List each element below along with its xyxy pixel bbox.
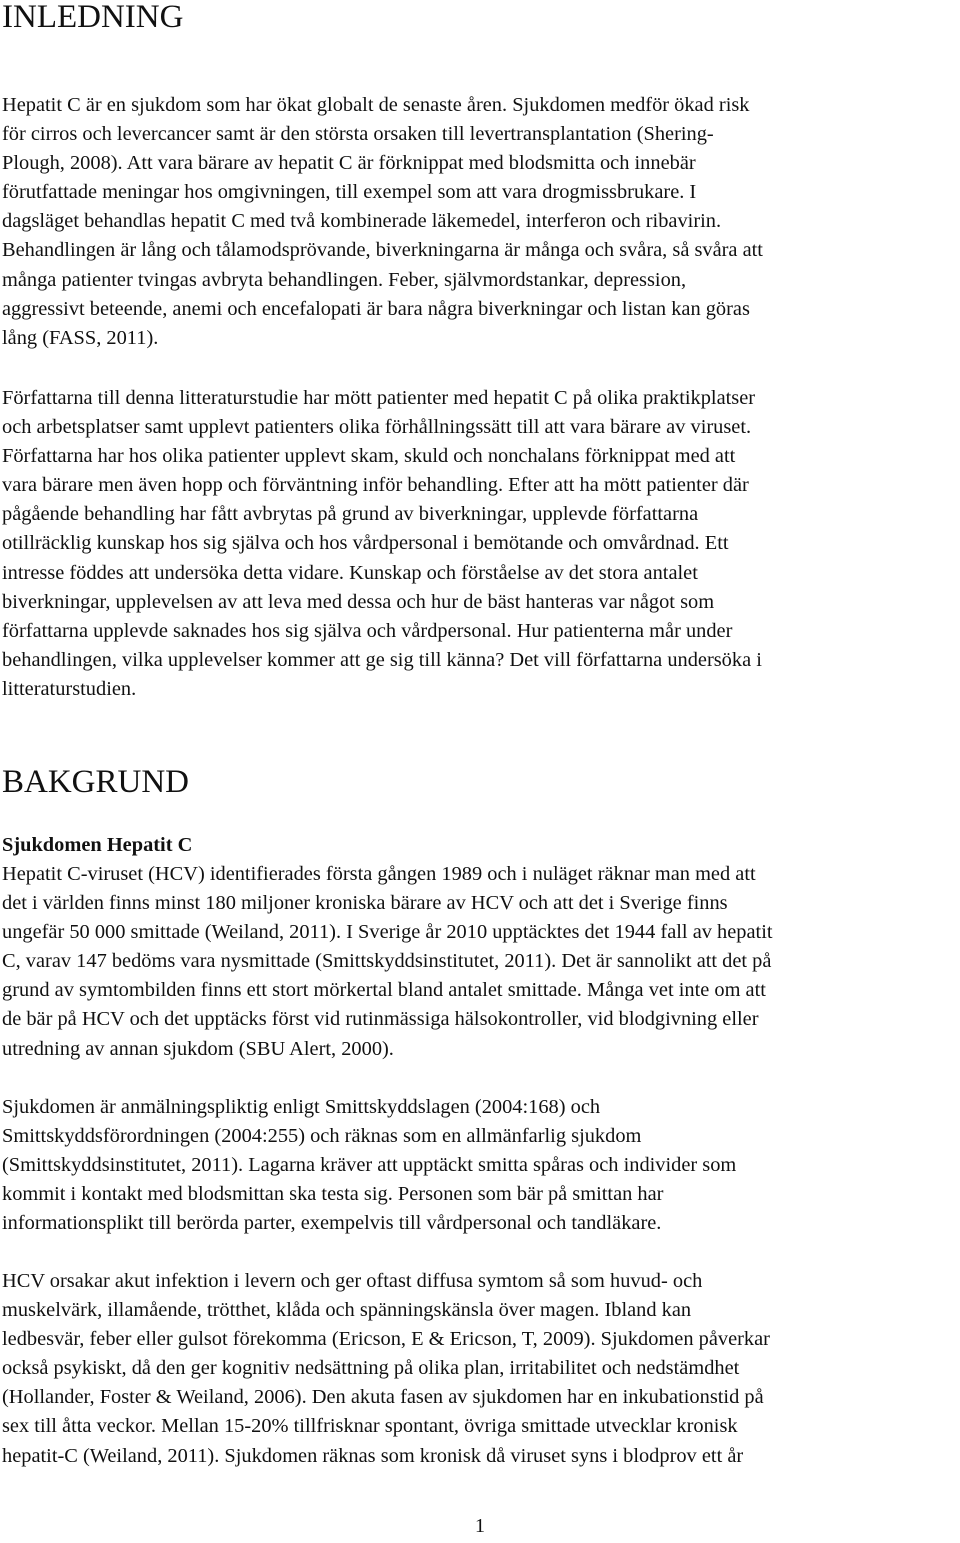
text-line: också psykiskt, då den ger kognitiv nedsättning på olika plan, irritabilitet och nedstämdhet (2, 1357, 740, 1380)
text-line: Plough, 2008). Att vara bärare av hepatit C är förknippat med blodsmitta och innebär (2, 152, 696, 175)
text-line: vara bärare men även hopp och förväntning inför behandling. Efter att ha mött patienter där (2, 474, 749, 497)
text-line: de bär på HCV och det upptäcks först vid rutinmässiga hälsokontroller, vid blodgivning eller (2, 1008, 759, 1031)
text-line: otillräcklig kunskap hos sig själva och hos vårdpersonal i bemötande och omvårdnad. Ett (2, 532, 729, 555)
section-heading-inledning: INLEDNING (2, 0, 184, 35)
text-line: hepatit-C (Weiland, 2011). Sjukdomen räknas som kronisk då viruset syns i blodprov ett år (2, 1444, 744, 1467)
text-line: Smittskyddsförordningen (2004:255) och räknas som en allmänfarlig sjukdom (2, 1125, 642, 1148)
text-line: C, varav 147 bedöms vara nysmittade (Smittskyddsinstitutet, 2011). Det är sannolikt att det på (2, 950, 772, 973)
page-number: 1 (474, 1515, 486, 1537)
text-line: intresse föddes att undersöka detta vidare. Kunskap och förståelse av det stora antalet (2, 561, 698, 584)
text-line: det i världen finns minst 180 miljoner kroniska bärare av HCV och att det i Sverige finns (2, 892, 728, 915)
text-line: och arbetsplatser samt upplevt patienters olika förhållningssätt till att vara bärare av viruset. (2, 416, 752, 439)
text-line: många patienter tvingas avbryta behandlingen. Feber, självmordstankar, depression, (2, 268, 687, 291)
text-line: ungefär 50 000 smittade (Weiland, 2011). I Sverige år 2010 upptäcktes det 1944 fall av hepatit (2, 921, 773, 944)
text-line: författarna upplevde saknades hos sig själva och vårdpersonal. Hur patienterna mår under (2, 619, 733, 642)
text-line: utredning av annan sjukdom (SBU Alert, 2000). (2, 1037, 394, 1060)
text-line: ledbesvär, feber eller gulsot förekomma (Ericson, E & Ericson, T, 2009). Sjukdomen påverkar (2, 1328, 770, 1351)
text-line: lång (FASS, 2011). (2, 326, 159, 349)
text-line: (Hollander, Foster & Weiland, 2006). Den akuta fasen av sjukdomen har en inkubationstid på (2, 1386, 764, 1409)
paragraph-intro-1 (2, 91, 956, 353)
text-line: Sjukdomen är anmälningspliktig enligt Smittskyddslagen (2004:168) och (2, 1096, 601, 1118)
text-line: sex till åtta veckor. Mellan 15-20% tillfrisknar spontant, övriga smittade utvecklar kronisk (2, 1415, 738, 1438)
text-line: litteraturstudien. (2, 677, 137, 700)
text-line: för cirros och levercancer samt är den största orsaken till levertransplantation (Shering- (2, 123, 714, 146)
text-line: behandlingen, vilka upplevelser kommer att ge sig till känna? Det vill författarna undersöka i (2, 648, 762, 671)
paragraph-intro-2 (2, 384, 956, 704)
text-line: Behandlingen är lång och tålamodsprövande, biverkningarna är många och svåra, så svåra att (2, 239, 763, 262)
text-line: Författarna har hos olika patienter upplevt skam, skuld och nonchalans förknippat med att (2, 445, 736, 468)
text-line: dagsläget behandlas hepatit C med två kombinerade läkemedel, interferon och ribavirin. (2, 210, 722, 233)
text-line: muskelvärk, illamående, trötthet, klåda och spänningskänsla över magen. Ibland kan (2, 1299, 692, 1322)
paragraph-bakgrund-2 (2, 1093, 956, 1238)
text-line: Hepatit C är en sjukdom som har ökat globalt de senaste åren. Sjukdomen medför ökad risk (2, 94, 750, 116)
text-line: biverkningar, upplevelsen av att leva med dessa och hur de bäst hanteras var något som (2, 590, 715, 613)
subheading-sjukdomen-hepatit-c: Sjukdomen Hepatit C (2, 834, 193, 856)
paragraph-bakgrund-1 (2, 860, 956, 1064)
text-line: Författarna till denna litteraturstudie har mött patienter med hepatit C på olika praktikplatser (2, 387, 756, 409)
text-line: (Smittskyddsinstitutet, 2011). Lagarna kräver att upptäckt smitta spåras och individer som (2, 1154, 737, 1177)
text-line: HCV orsakar akut infektion i levern och ger oftast diffusa symtom så som huvud- och (2, 1270, 703, 1292)
text-line: aggressivt beteende, anemi och encefalopati är bara några biverkningar och listan kan göras (2, 297, 750, 320)
text-line: Hepatit C-viruset (HCV) identifierades första gången 1989 och i nuläget räknar man med att (2, 863, 756, 885)
paragraph-bakgrund-3 (2, 1267, 956, 1471)
text-line: förutfattade meningar hos omgivningen, till exempel som att vara drogmissbrukare. I (2, 181, 697, 204)
section-heading-bakgrund: BAKGRUND (2, 764, 190, 800)
text-line: grund av symtombilden finns ett stort mörkertal bland antalet smittade. Många vet inte om att (2, 979, 766, 1002)
text-line: kommit i kontakt med blodsmittan ska testa sig. Personen som bär på smittan har (2, 1183, 664, 1206)
text-line: pågående behandling har fått avbrytas på grund av biverkningar, upplevde författarna (2, 503, 699, 526)
text-line: informationsplikt till berörda parter, exempelvis till vårdpersonal och tandläkare. (2, 1212, 662, 1235)
